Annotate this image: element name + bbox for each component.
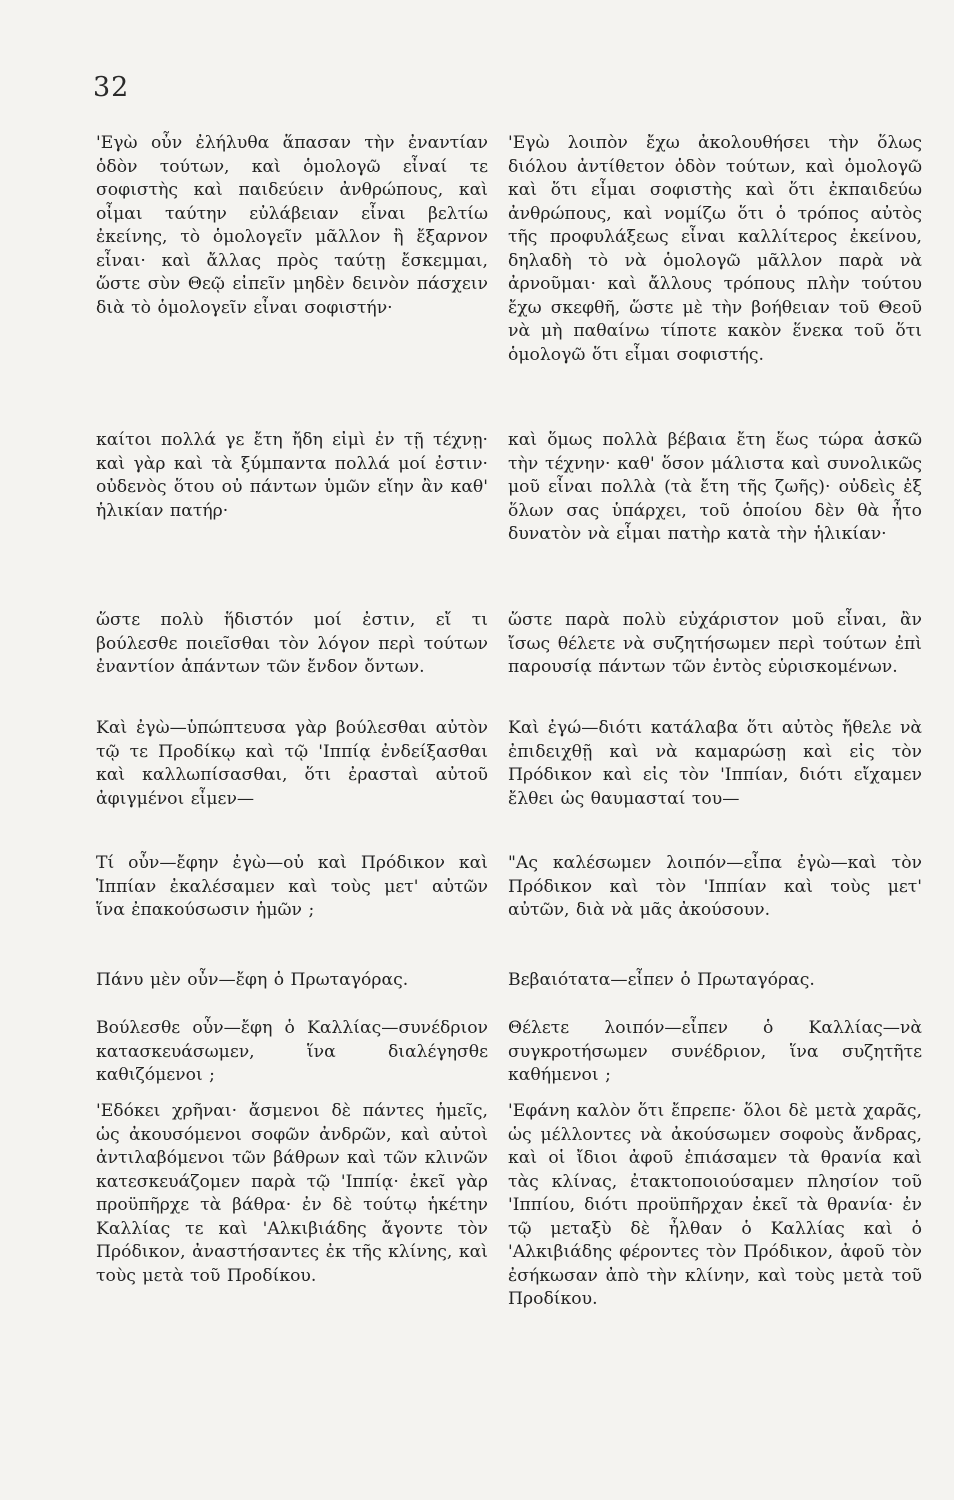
left-paragraph-1: 'Εγὼ οὖν ἐλήλυθα ἅπασαν τὴν ἐναντίαν ὁδὸν τούτων, καὶ ὁμολογῶ εἶναί τε σοφιστὴς καὶ παιδεύειν ἀνθρώπους, καὶ οἶμαι ταύτην εὐλάβειαν εἶναι βελτίω ἐκείνης, τὸ ὁμολογεῖν μᾶλλον ἢ ἔξαρνον εἶναι· καὶ ἄλλας πρὸς ταύτῃ ἔσκεμμαι, ὥστε σὺν Θεῷ εἰπεῖν μηδὲν δεινὸν πάσχειν διὰ τὸ ὁμολογεῖν εἶναι σοφιστήν·: [96, 133, 488, 318]
left-paragraph-7: Βούλεσθε οὖν—ἔφη ὁ Καλλίας—συνέδριον κατασκευάσωμεν, ἵνα διαλέγησθε καθιζόμενοι ;: [96, 1018, 488, 1085]
right-paragraph-6: Βεβαιότατα—εἶπεν ὁ Πρωταγόρας.: [508, 970, 815, 990]
right-paragraph-4: Καὶ ἐγώ—διότι κατάλαβα ὅτι αὐτὸς ἤθελε νὰ ἐπιδειχθῇ καὶ νὰ καμαρώσῃ καὶ εἰς τὸν Πρόδικον καὶ εἰς τὸν 'Ιππίαν, διότι εἴχαμεν ἔλθει ὡς θαυμασταί του—: [508, 718, 922, 809]
right-paragraph-3: ὥστε παρὰ πολὺ εὐχάριστον μοῦ εἶναι, ἂν ἴσως θέλετε νὰ συζητήσωμεν περὶ τούτων ἐπὶ παρουσίᾳ πάντων τῶν ἐντὸς εὑρισκομένων.: [508, 610, 922, 677]
right-paragraph-2: καὶ ὅμως πολλὰ βέβαια ἔτη ἕως τώρα ἀσκῶ τὴν τέχνην· καθ' ὅσον μάλιστα καὶ συνολικῶς μοῦ εἶναι πολλὰ (τὰ ἔτη τῆς ζωῆς)· οὐδεὶς ἐξ ὅλων σας ὑπάρχει, τοῦ ὁποίου δὲν θὰ ἦτο δυνατὸν νὰ εἶμαι πατὴρ κατὰ τὴν ἡλικίαν·: [508, 430, 922, 544]
right-paragraph-7: Θέλετε λοιπόν—εἶπεν ὁ Καλλίας—νὰ συγκροτήσωμεν συνέδριον, ἵνα συζητῆτε καθήμενοι ;: [508, 1018, 922, 1085]
page-number: 32: [93, 72, 130, 103]
left-paragraph-4: Καὶ ἐγὼ—ὑπώπτευσα γὰρ βούλεσθαι αὐτὸν τῷ τε Προδίκῳ καὶ τῷ 'Ιππίᾳ ἐνδείξασθαι καὶ καλλωπίσασθαι, ὅτι ἐρασταὶ αὐτοῦ ἀφιγμένοι εἶμεν—: [96, 718, 488, 809]
right-paragraph-8: 'Εφάνη καλὸν ὅτι ἔπρεπε· ὅλοι δὲ μετὰ χαρᾶς, ὡς μέλλοντες νὰ ἀκούσωμεν σοφοὺς ἄνδρας, καὶ οἱ ἴδιοι ἀφοῦ ἐπιάσαμεν τὰ θρανία καὶ τὰς κλίνας, ἐτακτοποιούσαμεν πλησίον τοῦ 'Ιππίου, διότι προϋπῆρχαν ἐκεῖ τὰ θρανία· ἐν τῷ μεταξὺ δὲ ἦλθαν ὁ Καλλίας καὶ ὁ 'Αλκιβιάδης φέροντες τὸν Πρόδικον, ἀφοῦ τὸν ἐσήκωσαν ἀπὸ τὴν κλίνην, καὶ τοὺς μετὰ τοῦ Προδίκου.: [508, 1101, 922, 1309]
right-paragraph-1: 'Εγὼ λοιπὸν ἔχω ἀκολουθήσει τὴν ὅλως διόλου ἀντίθετον ὁδὸν τούτων, καὶ ὁμολογῶ καὶ ὅτι εἶμαι σοφιστὴς καὶ ὅτι ἐκπαιδεύω ἀνθρώπους, καὶ νομίζω ὅτι ὁ τρόπος αὐτὸς τῆς προφυλάξεως εἶναι καλλίτερος ἐκείνου, δηλαδὴ τὸ νὰ ὁμολογῶ μᾶλλον παρὰ νὰ ἀρνοῦμαι· καὶ ἄλλους τρόπους πλὴν τούτου ἔχω σκεφθῆ, ὥστε μὲ τὴν βοήθειαν τοῦ Θεοῦ νὰ μὴ παθαίνω τίποτε κακὸν ἕνεκα τοῦ ὅτι ὁμολογῶ ὅτι εἶμαι σοφιστής.: [508, 133, 922, 365]
left-paragraph-6: Πάνυ μὲν οὖν—ἔφη ὁ Πρωταγόρας.: [96, 970, 409, 990]
left-paragraph-5: Τί οὖν—ἔφην ἐγὼ—οὐ καὶ Πρόδικον καὶ Ἱππίαν ἐκαλέσαμεν καὶ τοὺς μετ' αὐτῶν ἵνα ἐπακούσωσιν ἡμῶν ;: [96, 853, 488, 920]
left-paragraph-2: καίτοι πολλά γε ἔτη ἤδη εἰμὶ ἐν τῇ τέχνῃ· καὶ γὰρ καὶ τὰ ξύμπαντα πολλά μοί ἐστιν· οὐδενὸς ὅτου οὐ πάντων ὑμῶν εἴην ἂν καθ' ἡλικίαν πατήρ·: [96, 430, 488, 521]
left-paragraph-3: ὥστε πολὺ ἥδιστόν μοί ἐστιν, εἴ τι βούλεσθε ποιεῖσθαι τὸν λόγον περὶ τούτων ἐναντίον ἁπάντων τῶν ἔνδον ὄντων.: [96, 610, 488, 677]
right-paragraph-5: "Ας καλέσωμεν λοιπόν—εἶπα ἐγὼ—καὶ τὸν Πρόδικον καὶ τὸν 'Ιππίαν καὶ τοὺς μετ' αὐτῶν, διὰ νὰ μᾶς ἀκούσουν.: [508, 853, 922, 920]
left-paragraph-8: 'Εδόκει χρῆναι· ἄσμενοι δὲ πάντες ἡμεῖς, ὡς ἀκουσόμενοι σοφῶν ἀνδρῶν, καὶ αὐτοὶ ἀντιλαβόμενοι τῶν βάθρων καὶ τῶν κλινῶν κατεσκευάζομεν παρὰ τῷ 'Ιππίᾳ· ἐκεῖ γὰρ προϋπῆρχε τὰ βάθρα· ἐν δὲ τούτῳ ἡκέτην Καλλίας τε καὶ 'Αλκιβιάδης ἄγοντε τὸν Πρόδικον, ἀναστήσαντες ἐκ τῆς κλίνης, καὶ τοὺς μετὰ τοῦ Προδίκου.: [96, 1101, 488, 1286]
